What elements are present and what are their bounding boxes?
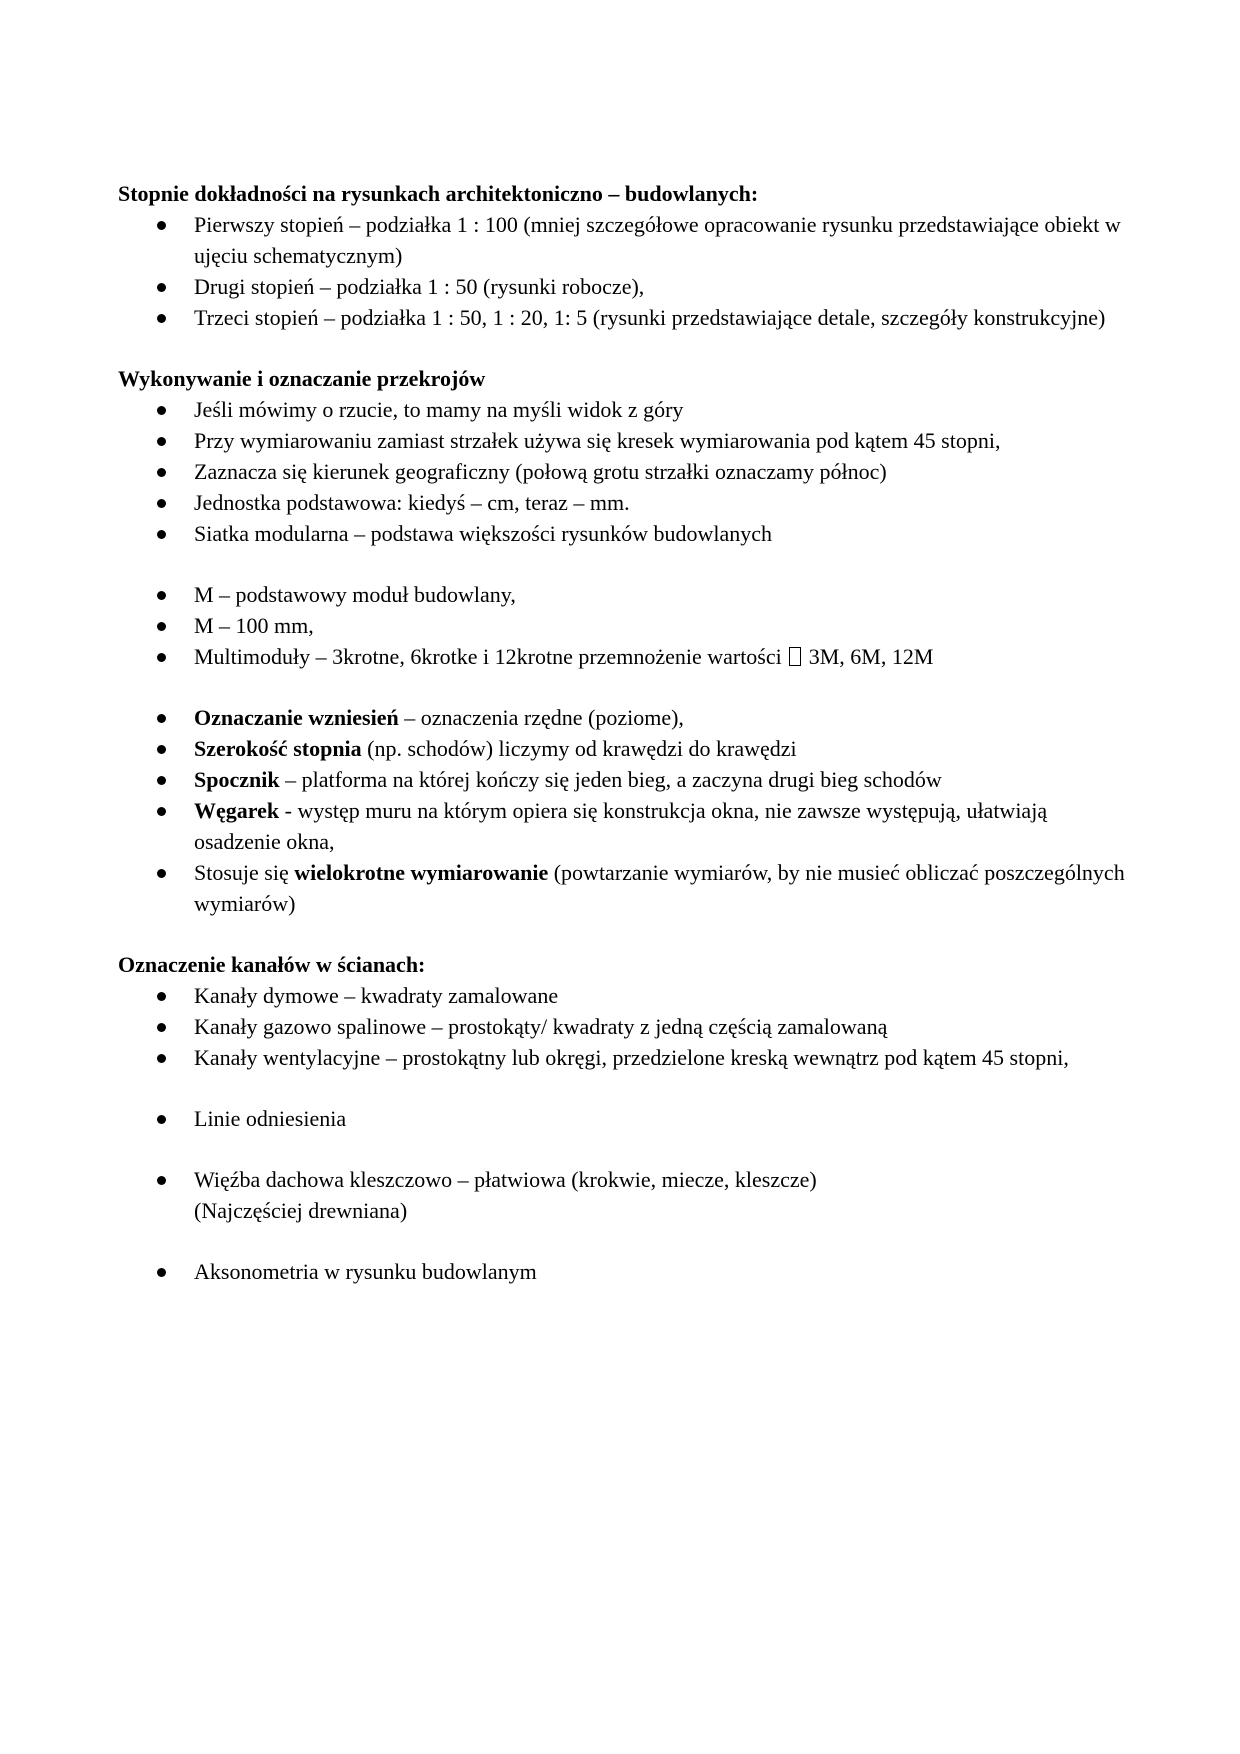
list-item: Stosuje się wielokrotne wymiarowanie (powtarzanie wymiarów, by nie musieć obliczać poszczególnych wymiarów) [118, 857, 1128, 919]
list-item: Szerokość stopnia (np. schodów) liczymy od krawędzi do krawędzi [118, 733, 1128, 764]
list-item: Jeśli mówimy o rzucie, to mamy na myśli widok z góry [118, 394, 1128, 425]
bullet-icon [157, 591, 166, 600]
spacer [118, 1073, 1128, 1103]
spacer [118, 549, 1128, 579]
misc-list-2 [118, 1164, 1128, 1226]
list-item: M – podstawowy moduł budowlany, [118, 579, 1128, 610]
section-heading-channels: Oznaczenie kanałów w ścianach: [118, 952, 426, 977]
sections-list [118, 394, 1128, 549]
list-item: M – 100 mm, [118, 610, 1128, 641]
misc-list-1 [118, 1103, 1128, 1134]
list-item: Przy wymiarowaniu zamiast strzałek używa się kresek wymiarowania pod kątem 45 stopni, [118, 425, 1128, 456]
bullet-icon [157, 745, 166, 754]
list-item: Siatka modularna – podstawa większości rysunków budowlanych [118, 518, 1128, 549]
list-item: Kanały gazowo spalinowe – prostokąty/ kwadraty z jedną częścią zamalowaną [118, 1011, 1128, 1042]
module-list [118, 579, 1128, 672]
bullet-icon [157, 622, 166, 631]
list-item: Linie odniesienia [118, 1103, 1128, 1134]
list-item: Aksonometria w rysunku budowlanym [118, 1256, 1128, 1287]
bullet-icon [157, 1268, 166, 1277]
list-item: Więźba dachowa kleszczowo – płatwiowa (krokwie, miecze, kleszcze) (Najczęściej drewniana) [118, 1164, 1128, 1226]
list-item: Kanały dymowe – kwadraty zamalowane [118, 980, 1128, 1011]
bullet-icon [157, 992, 166, 1001]
list-item: Multimoduły – 3krotne, 6krotke i 12krotne przemnożenie wartości 3M, 6M, 12M [118, 641, 1128, 672]
bullet-icon [157, 499, 166, 508]
bullet-icon [157, 1115, 166, 1124]
bullet-icon [157, 1023, 166, 1032]
missing-glyph-icon [789, 647, 801, 666]
list-item: Kanały wentylacyjne – prostokątny lub okręgi, przedzielone kreską wewnątrz pod kątem 45 stopni, [118, 1042, 1128, 1073]
spacer [118, 1226, 1128, 1256]
bullet-icon [157, 468, 166, 477]
bullet-icon [157, 314, 166, 323]
misc-list-3 [118, 1256, 1128, 1287]
list-item: Oznaczanie wzniesień – oznaczenia rzędne (poziome), [118, 702, 1128, 733]
spacer [118, 919, 1128, 949]
bullet-icon [157, 221, 166, 230]
spacer [118, 672, 1128, 702]
bullet-icon [157, 1176, 166, 1185]
bullet-icon [157, 406, 166, 415]
channels-list [118, 980, 1128, 1073]
bullet-icon [157, 437, 166, 446]
list-item: Jednostka podstawowa: kiedyś – cm, teraz – mm. [118, 487, 1128, 518]
document-page [118, 178, 1128, 1287]
list-item: Drugi stopień – podziałka 1 : 50 (rysunki robocze), [118, 271, 1128, 302]
bullet-icon [157, 1054, 166, 1063]
bullet-icon [157, 869, 166, 878]
bullet-icon [157, 807, 166, 816]
list-item: Spocznik – platforma na której kończy się jeden bieg, a zaczyna drugi bieg schodów [118, 764, 1128, 795]
bullet-icon [157, 283, 166, 292]
list-item: Pierwszy stopień – podziałka 1 : 100 (mniej szczegółowe opracowanie rysunku przedstawiające obiekt w ujęciu schematycznym) [118, 209, 1128, 271]
spacer [118, 333, 1128, 363]
bullet-icon [157, 530, 166, 539]
list-item: Zaznacza się kierunek geograficzny (połową grotu strzałki oznaczamy północ) [118, 456, 1128, 487]
definitions-list [118, 702, 1128, 919]
spacer [118, 1134, 1128, 1164]
bullet-icon [157, 776, 166, 785]
list-item: Trzeci stopień – podziałka 1 : 50, 1 : 20, 1: 5 (rysunki przedstawiające detale, szczegóły konstrukcyjne) [118, 302, 1128, 333]
bullet-icon [157, 714, 166, 723]
list-item: Węgarek - występ muru na którym opiera się konstrukcja okna, nie zawsze występują, ułatwiają osadzenie okna, [118, 795, 1128, 857]
section-heading-sections: Wykonywanie i oznaczanie przekrojów [118, 366, 486, 391]
section-heading-accuracy: Stopnie dokładności na rysunkach architektoniczno – budowlanych: [118, 181, 759, 206]
accuracy-list [118, 209, 1128, 333]
bullet-icon [157, 653, 166, 662]
